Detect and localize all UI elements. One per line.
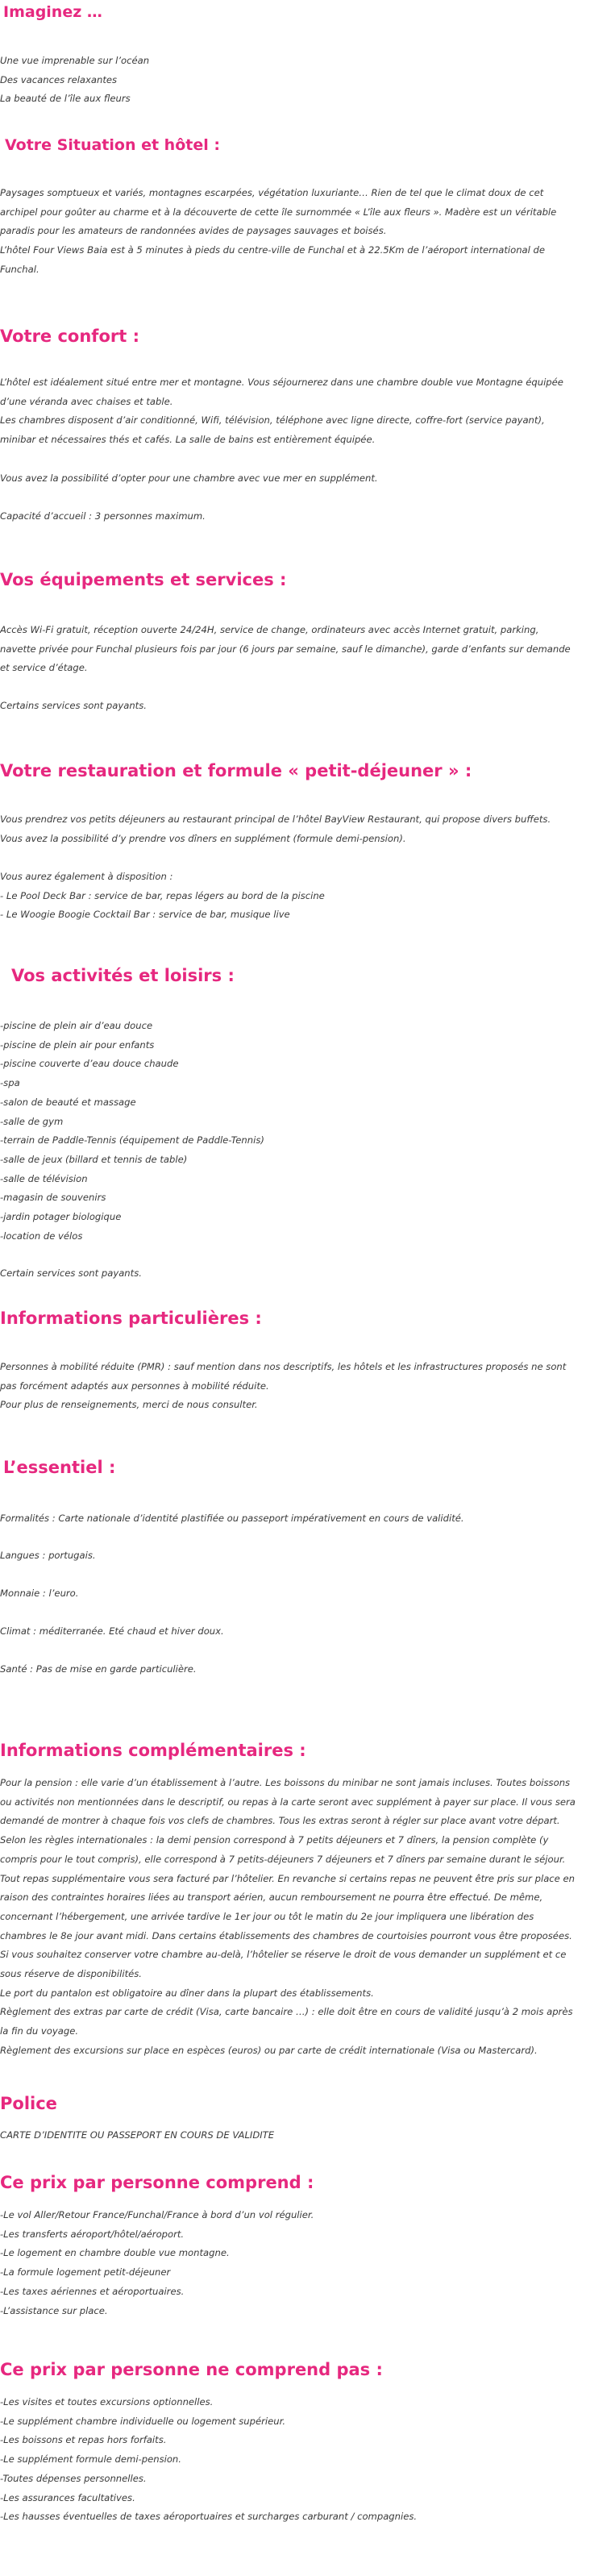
text-line: L’hôtel est idéalement situé entre mer et montagne. Vous séjournerez dans une chambre double vue Montagne équipée — [0, 377, 563, 388]
list-item: -magasin de souvenirs — [0, 1192, 106, 1204]
paragraph-confort — [0, 373, 603, 450]
text-line: Langues : portugais. — [0, 1550, 96, 1561]
section-title-imaginez: Imaginez … — [3, 3, 102, 21]
text-line: Règlement des extras par carte de crédit (Visa, carte bancaire …) : elle doit être en cours de validité jusqu’à 2 mois après — [0, 2006, 573, 2018]
section-title-prix-comprend: Ce prix par personne comprend : — [0, 2173, 314, 2192]
paragraph-confort-capacite — [0, 507, 603, 526]
paragraph-equipements-payants — [0, 697, 603, 716]
text-line: minibar et nécessaires thés et cafés. La salle de bains est entièrement équipée. — [0, 434, 376, 446]
text-line: sous réserve de disponibilités. — [0, 1968, 142, 1980]
text-line: chambres le 8e jour avant midi. Dans certains établissements des chambres de courtoisies pourront vous être proposées. — [0, 1929, 572, 1941]
text-line: Santé : Pas de mise en garde particulière. — [0, 1663, 197, 1675]
text-line: Vous aurez également à disposition : — [0, 871, 173, 882]
text-line: raison des contraintes horaires liées au transport aérien, aucun remboursement ne pourra être effectué. De même, — [0, 1891, 543, 1904]
text-line: L’hôtel Four Views Baia est à 5 minutes à pieds du centre-ville de Funchal et à 22.5Km de l’aéroport international de — [0, 244, 546, 256]
text-line: Personnes à mobilité réduite (PMR) : sauf mention dans nos descriptifs, les hôtels et les infrastructures proposés ne sont — [0, 1361, 567, 1372]
list-item: -Les assurances facultatives. — [0, 2491, 135, 2503]
section-title-situation: Votre Situation et hôtel : — [5, 136, 220, 154]
list-item: -salle de jeux (billard et tennis de table) — [0, 1153, 188, 1165]
paragraph-equipements — [0, 621, 603, 678]
section-title-prix-ne-comprend-pas: Ce prix par personne ne comprend pas : — [0, 2360, 383, 2379]
section-title-equipements: Vos équipements et services : — [0, 570, 287, 589]
text-line: compris pour le tout compris), elle correspond à 7 petits-déjeuners 7 déjeuners et 7 dîners par semaine durant le séjour. — [0, 1853, 566, 1865]
text-line: Des vacances relaxantes — [0, 73, 118, 85]
list-item: -Toutes dépenses personnelles. — [0, 2472, 147, 2484]
list-item: -piscine couverte d’eau douce chaude — [0, 1058, 179, 1070]
text-line: d’une véranda avec chaises et table. — [0, 395, 173, 407]
list-item: -La formule logement petit-déjeuner — [0, 2266, 171, 2278]
text-line: Tout repas supplémentaire vous sera facturé par l’hôtelier. En revanche si certains repas ne peuvent être pris sur place en — [0, 1872, 575, 1884]
paragraph-monnaie — [0, 1584, 603, 1604]
text-line: La beauté de l’île aux fleurs — [0, 93, 131, 105]
paragraph-langues — [0, 1546, 603, 1566]
text-line: Paysages somptueux et variés, montagnes escarpées, végétation luxuriante… Rien de tel que le climat doux de cet — [0, 187, 544, 198]
list-item: -salle de télévision — [0, 1172, 88, 1184]
list-item: -Les hausses éventuelles de taxes aéroportuaires et surcharges carburant / compagnies. — [0, 2511, 418, 2523]
list-prix-ne-comprend-pas — [0, 2393, 603, 2527]
text-line: Monnaie : l’euro. — [0, 1588, 79, 1599]
list-item: -Les transferts aéroport/hôtel/aéroport. — [0, 2228, 185, 2240]
text-line: Capacité d’accueil : 3 personnes maximum. — [0, 510, 206, 522]
paragraph-imaginez — [0, 52, 603, 109]
paragraph-pmr — [0, 1358, 603, 1415]
list-item: -salon de beauté et massage — [0, 1096, 136, 1108]
paragraph-confort-vue-mer — [0, 469, 603, 489]
list-item: -salle de gym — [0, 1115, 64, 1127]
text-line: paradis pour les amateurs de randonnées avides de paysages sauvages et boisés. — [0, 225, 387, 237]
text-line: Funchal. — [0, 263, 39, 275]
section-title-informations-particulieres: Informations particulières : — [0, 1309, 262, 1328]
text-line: concernant l’hébergement, une arrivée tardive le 1er jour ou tôt le matin du 2e jour impliquera une libération des — [0, 1910, 534, 1922]
text-line: Pour plus de renseignements, merci de nous consulter. — [0, 1399, 258, 1411]
list-item: -L’assistance sur place. — [0, 2304, 108, 2316]
text-line: - Le Pool Deck Bar : service de bar, repas légers au bord de la piscine — [0, 889, 325, 901]
list-item: -piscine de plein air d’eau douce — [0, 1020, 153, 1031]
list-item: -Les taxes aériennes et aéroportuaires. — [0, 2285, 185, 2297]
text-line: Formalités : Carte nationale d’identité plastifiée ou passeport impérativement en cours de validité. — [0, 1513, 464, 1524]
list-item: -Les visites et toutes excursions optionnelles. — [0, 2396, 214, 2407]
paragraph-formalites — [0, 1509, 603, 1529]
text-line: la fin du voyage. — [0, 2025, 79, 2037]
text-line: Une vue imprenable sur l’océan — [0, 55, 150, 66]
text-line: pas forcément adaptés aux personnes à mobilité réduite. — [0, 1380, 269, 1392]
paragraph-restauration-bars — [0, 868, 603, 925]
list-item: -jardin potager biologique — [0, 1211, 122, 1223]
text-line: Si vous souhaitez conserver votre chambre au-delà, l’hôtelier se réserve le droit de vous demander un supplément et ce — [0, 1949, 567, 1961]
section-title-activites: Vos activités et loisirs : — [11, 966, 235, 985]
list-activites — [0, 1017, 603, 1246]
paragraph-restauration — [0, 810, 603, 848]
text-line: Accès Wi-Fi gratuit, réception ouverte 24/24H, service de change, ordinateurs avec accès Internet gratuit, parking, — [0, 624, 539, 635]
text-line: archipel pour goûter au charme et à la découverte de cette île surnommée « L’île aux fleurs ». Madère est un véritable — [0, 206, 557, 218]
text-line: Règlement des excursions sur place en espèces (euros) ou par carte de crédit internationale (Visa ou Mastercard). — [0, 2044, 538, 2056]
paragraph-climat — [0, 1622, 603, 1642]
section-title-restauration: Votre restauration et formule « petit-déjeuner » : — [0, 761, 472, 780]
text-line: et service d’étage. — [0, 662, 88, 674]
list-item: -spa — [0, 1077, 20, 1089]
paragraph-activites-payants — [0, 1264, 603, 1284]
text-line: Climat : méditerranée. Eté chaud et hiver doux. — [0, 1625, 224, 1637]
list-prix-comprend — [0, 2206, 603, 2320]
text-line: Certains services sont payants. — [0, 700, 147, 711]
text-line: - Le Woogie Boogie Cocktail Bar : service de bar, musique live — [0, 909, 290, 921]
section-title-informations-complementaires: Informations complémentaires : — [0, 1741, 306, 1760]
section-title-essentiel: L’essentiel : — [3, 1458, 116, 1477]
text-line: Selon les règles internationales : la demi pension correspond à 7 petits déjeuners et 7 dîners, la pension complète (y — [0, 1834, 549, 1846]
section-title-police: Police — [0, 2094, 57, 2113]
paragraph-police — [0, 2126, 603, 2145]
list-item: -location de vélos — [0, 1230, 83, 1242]
text-line: Le port du pantalon est obligatoire au dîner dans la plupart des établissements. — [0, 1987, 374, 1999]
paragraph-pension — [0, 1774, 603, 2061]
paragraph-sante — [0, 1660, 603, 1679]
text-line: ou activités non mentionnées dans le descriptif, ou repas à la carte seront avec supplément à payer sur place. Il vous sera — [0, 1796, 576, 1808]
list-item: -Les boissons et repas hors forfaits. — [0, 2434, 167, 2446]
text-line: Certain services sont payants. — [0, 1267, 142, 1279]
text-line: Pour la pension : elle varie d’un établissement à l’autre. Les boissons du minibar ne sont jamais incluses. Toutes boissons — [0, 1777, 571, 1788]
section-title-confort: Votre confort : — [0, 327, 139, 346]
text-line: Vous avez la possibilité d’y prendre vos dîners en supplément (formule demi-pension). — [0, 832, 406, 844]
text-line: Les chambres disposent d’air conditionné, Wifi, télévision, téléphone avec ligne directe, coffre-fort (service payant), — [0, 414, 545, 427]
text-line: CARTE D’IDENTITE OU PASSEPORT EN COURS DE VALIDITE — [0, 2129, 275, 2141]
text-line: Vous prendrez vos petits déjeuners au restaurant principal de l’hôtel BayView Restaurant, qui propose divers buffets. — [0, 814, 551, 825]
list-item: -piscine de plein air pour enfants — [0, 1038, 155, 1051]
text-line: demandé de montrer à chaque fois vos clefs de chambres. Tous les extras seront à régler sur place avant votre départ. — [0, 1815, 560, 1827]
text-line: navette privée pour Funchal plusieurs fois par jour (6 jours par semaine, sauf le dimanche), garde d’enfants sur demande — [0, 643, 571, 655]
list-item: -terrain de Paddle-Tennis (équipement de Paddle-Tennis) — [0, 1134, 264, 1147]
text-line: Vous avez la possibilité d’opter pour une chambre avec vue mer en supplément. — [0, 472, 378, 484]
paragraph-situation — [0, 184, 603, 280]
list-item: -Le logement en chambre double vue montagne. — [0, 2247, 230, 2259]
list-item: -Le supplément chambre individuelle ou logement supérieur. — [0, 2415, 285, 2427]
list-item: -Le supplément formule demi-pension. — [0, 2453, 181, 2466]
list-item: -Le vol Aller/Retour France/Funchal/France à bord d’un vol régulier. — [0, 2209, 314, 2220]
